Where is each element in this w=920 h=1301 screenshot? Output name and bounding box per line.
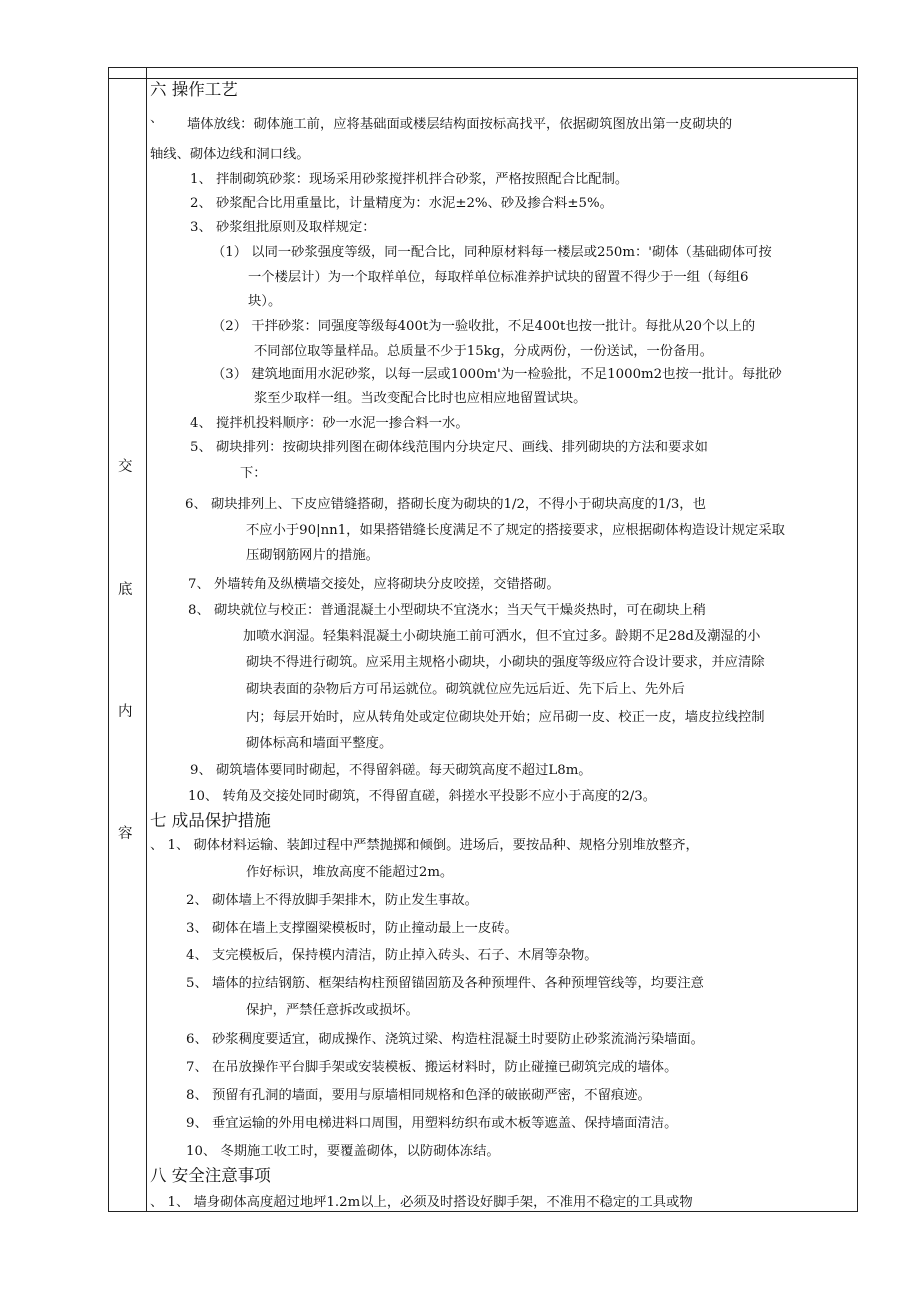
side-label-char: 底 — [118, 582, 133, 598]
text-line: 3、 砂浆组批原则及取样规定： — [190, 220, 376, 235]
text-line: 10、 转角及交接处同时砌筑，不得留直磋，斜搓水平投影不应小于高度的2/3。 — [188, 789, 657, 804]
text-line: 块）。 — [248, 294, 282, 309]
text-line: 墙体放线：砌体施工前，应将基础面或楼层结构面按标高找平，依据砌筑图放出第一皮砌块的 — [187, 117, 733, 132]
text-line: 砌块不得进行砌筑。应采用主规格小砌块，小砌块的强度等级应符合设计要求，并应清除 — [246, 655, 765, 670]
text-line: 一个楼层计）为一个取样单位，每取样单位标准养护试块的留置不得少于一组（每组6 — [248, 270, 749, 285]
text-line: 4、 支完模板后，保持模内清洁，防止掉入砖头、石子、木屑等杂物。 — [186, 948, 598, 963]
text-line: 加喷水润湿。轻集料混凝土小砌块施工前可洒水，但不宜过多。龄期不足28d及潮湿的小 — [243, 629, 761, 644]
text-line: 3、 砌体在墙上支撑圈梁模板时，防止撞动最上一皮砖。 — [186, 921, 518, 936]
text-line: 6、 砌块排列上、下皮应错缝搭砌，搭砌长度为砌块的1/2，不得小于砌块高度的1/3，也 — [185, 497, 706, 512]
text-line: （3） 建筑地面用水泥砂浆，以每一层或1000m'为一检验批，不足1000m2也按一批计。每批砂 — [212, 367, 782, 382]
text-line: 砌体标高和墙面平整度。 — [246, 736, 393, 751]
side-label-char: 交 — [118, 459, 133, 475]
text-line: 6、 砂浆稠度要适宜，砌成操作、浇筑过梁、构造柱混凝土时要防止砂浆流淌污染墙面。 — [186, 1032, 704, 1047]
text-line: 内；每层开始时，应从转角处或定位砌块处开始；应吊砌一皮、校正一皮，墙皮拉线控制 — [246, 710, 765, 725]
text-line: （1） 以同一砂浆强度等级，同一配合比，同种原材料每一楼层或250m：'砌体（基础砌体可按 — [212, 245, 772, 260]
top-row-line — [108, 78, 858, 79]
text-line: 2、 砂浆配合比用重量比，计量精度为：水泥±2%、砂及掺合料±5%。 — [190, 196, 613, 211]
text-line: 不应小于90|nn1，如果搭错缝长度满足不了规定的搭接要求，应根据砌体构造设计规定采取 — [246, 523, 785, 538]
text-line: 、 — [150, 111, 164, 126]
text-line: 下： — [240, 466, 267, 481]
text-line: 、 1、 墙身砌体高度超过地坪1.2m以上，必须及时搭设好脚手架，不准用不稳定的工具或物 — [150, 1195, 693, 1210]
text-line: 砌块表面的杂物后方可吊运就位。砌筑就位应先远后近、先下后上、先外后 — [246, 682, 685, 697]
text-line: 4、 搅拌机投料顺序：砂一水泥一掺合料一水。 — [190, 416, 469, 431]
text-line: 8、 砌块就位与校正：普通混凝土小型砌块不宜浇水；当天气干燥炎热时，可在砌块上稍 — [188, 603, 706, 618]
text-line: 、 1、 砌体材料运输、装卸过程中严禁抛掷和倾倒。进场后，要按品种、规格分别堆放整齐， — [150, 838, 699, 853]
text-line: 2、 砌体墙上不得放脚手架排木，防止发生事故。 — [186, 893, 478, 908]
text-line: 5、 墙体的拉结钢筋、框架结构柱预留锚固筋及各种预埋件、各种预埋管线等，均要注意 — [186, 976, 704, 991]
column-divider — [146, 67, 147, 1212]
text-line: 7、 外墙转角及纵横墙交接处，应将砌块分皮咬搓，交错搭砌。 — [188, 577, 560, 592]
text-line: 7、 在吊放操作平台脚手架或安装模板、搬运材料时，防止碰撞已砌筑完成的墙体。 — [186, 1060, 678, 1075]
text-line: 不同部位取等量样品。总质量不少于15kg，分成两份，一份送试，一份备用。 — [254, 344, 713, 359]
section-heading: 八 安全注意事项 — [150, 1166, 271, 1185]
text-line: 10、 冬期施工收工时，要覆盖砌体，以防砌体冻结。 — [186, 1144, 500, 1159]
text-line: 8、 预留有孔洞的墙面，要用与原墙相同规格和色泽的破嵌砌严密，不留痕迹。 — [186, 1088, 651, 1103]
text-line: 9、 砌筑墙体要同时砌起，不得留斜磋。每天砌筑高度不超过L8m。 — [190, 763, 592, 778]
section-heading: 六 操作工艺 — [150, 80, 238, 99]
side-label-char: 容 — [118, 826, 133, 842]
text-line: 保护，严禁任意拆改或损坏。 — [246, 1003, 419, 1018]
text-line: 1、 拌制砌筑砂浆：现场采用砂浆搅拌机拌合砂浆，严格按照配合比配制。 — [190, 172, 629, 187]
text-line: 浆至少取样一组。当改变配合比时也应相应地留置试块。 — [254, 391, 587, 406]
text-line: 作好标识，堆放高度不能超过2m。 — [246, 865, 454, 880]
text-line: （2） 干拌砂浆：同强度等级每400t为一验收批，不足400t也按一批计。每批从20个以上的 — [212, 319, 756, 334]
text-line: 5、 砌块排列：按砌块排列图在砌体线范围内分块定尺、画线、排列砌块的方法和要求如 — [190, 440, 708, 455]
section-heading: 七 成品保护措施 — [150, 811, 271, 830]
side-label-char: 内 — [118, 704, 133, 720]
text-line: 轴线、砌体边线和洞口线。 — [150, 147, 310, 162]
text-line: 9、 垂宜运输的外用电梯进料口周围，用塑料纺织布或木板等遮盖、保持墙面清洁。 — [186, 1116, 678, 1131]
text-line: 压砌钢筋网片的措施。 — [246, 548, 379, 563]
